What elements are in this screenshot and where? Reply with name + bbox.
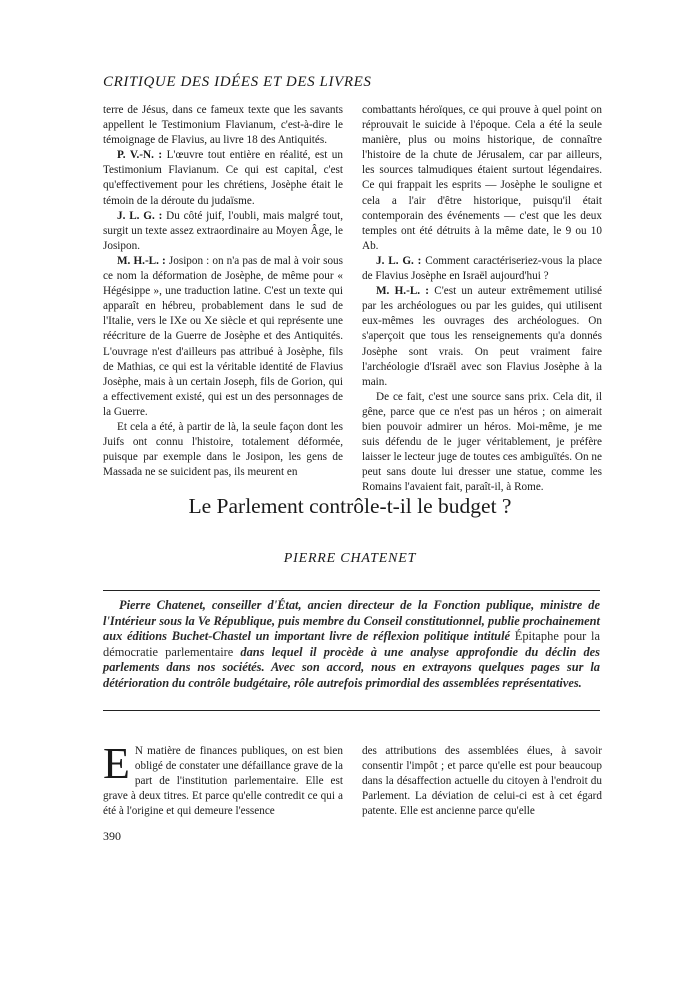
- speaker-label: P. V.-N. :: [117, 149, 163, 162]
- paragraph: combattants héroïques, ce qui prouve à quel point on réprouvait le suicide à l'époque. Cela a été la seule manière, plus ou moins historique, de connaître l'histoire de la chute de Jérusalem, car par ailleurs, les sources talmudiques étaient surtout légendaires. Ce qui frappait les esprits — Josèphe le souligne et cela a l'air d'être historique, puisqu'il était contemporain des événements — c'est que les deux temples ont été détruits à la même date, le 9 ou 10 Ab.: [362, 104, 602, 252]
- article-title: Le Parlement contrôle-t-il le budget ?: [188, 494, 512, 518]
- speaker-label: J. L. G. :: [376, 254, 422, 267]
- interview-column-right: [362, 103, 602, 495]
- paragraph-text: N matière de finances publiques, on est bien obligé de constater une défaillance grave de la part de l'institution parlementaire. Elle est grave à deux titres. Et parce qu'elle contredit ce qui a été à l'origine et qui demeure l'essence: [103, 745, 343, 818]
- page-number: 390: [103, 829, 121, 843]
- paragraph-text: L'œuvre tout entière en réalité, est un Testimonium Flavianum. Ce qui est capital, c'est qu'effectivement pour les chrétiens, Josèphe était le témoin de la déroute du judaïsme.: [103, 149, 343, 207]
- paragraph-text: Comment caractériseriez-vous la place de Flavius Josèphe en Israël aujourd'hui ?: [362, 254, 603, 283]
- divider-bottom: [103, 710, 600, 711]
- book-title: Épitaphe pour la démocratie parlementaire: [103, 629, 600, 659]
- interview-column-left: [103, 103, 343, 480]
- article-author: PIERRE CHATENET: [283, 551, 417, 566]
- speaker-label: J. L. G. :: [117, 209, 163, 222]
- paragraph: [103, 209, 343, 254]
- speaker-label: M. H.-L. :: [117, 254, 166, 267]
- article-intro: [103, 598, 600, 692]
- paragraph: [103, 148, 343, 208]
- paragraph: des attributions des assemblées élues, à savoir consentir l'impôt ; et parce qu'elle est pour beaucoup dans la désaffection actuelle du citoyen à l'endroit du Parlement. La déviation de celui-ci est à cet égard patente. Elle est ancienne parce qu'elle: [362, 745, 602, 818]
- paragraph: Et cela a été, à partir de là, la seule façon dont les Juifs ont connu l'histoire, totalement déformée, puisque par exemple dans le Josipon, les gens de Massada ne se suicident pas, ils meurent en: [103, 420, 343, 479]
- paragraph: [362, 284, 602, 390]
- paragraph-text: Josipon : on n'a pas de mal à voir sous ce nom la déformation de Josèphe, de même pour « Hégésippe », une traduction latine. C'est un texte qui apparaît en hébreu, probablement dans le sud de l'Italie, vers le IXe ou Xe siècle et qui représente une réécriture de la Guerre de Josèphe et des Antiquités. L'ouvrage n'est d'ailleurs pas attribué à Josèphe, fils de Mathias, ce qui est la véritable identité de Flavius Josèphe, mais à un certain Joseph, fils de Gorion, qui a effectivement existé, qui est un des personnages de la Guerre.: [103, 254, 343, 418]
- paragraph: terre de Jésus, dans ce fameux texte que les savants appellent le Testimonium Flavianum, c'est-à-dire le témoignage de Flavius, au livre 18 des Antiquités.: [103, 104, 343, 147]
- paragraph-text: Du côté juif, l'oubli, mais malgré tout, surgit un texte assez extraordinaire au Moyen Âge, le Josipon.: [103, 209, 344, 252]
- running-head: CRITIQUE DES IDÉES ET DES LIVRES: [103, 74, 372, 90]
- paragraph: [103, 254, 343, 420]
- drop-cap: E: [103, 739, 130, 788]
- paragraph: [103, 739, 343, 819]
- paragraph: [362, 254, 602, 284]
- paragraph: De ce fait, c'est une source sans prix. Cela dit, il gêne, parce que ce n'est pas un héros ; on aimerait bien pouvoir admirer un héros. Moi-même, je me suis défendu de le juger véritablement, je préfère laisser le lecteur juge de toutes ces ambiguïtés. On ne peut sans doute lui dresser une statue, comme les Romains l'avaient fait, paraît-il, à Rome.: [362, 390, 602, 494]
- article-column-right: [362, 744, 602, 819]
- speaker-label: M. H.-L. :: [376, 285, 430, 298]
- article-column-left: [103, 739, 343, 819]
- intro-text: dans lequel il procède à une analyse approfondie du déclin des parlements dans nos sociétés. Avec son accord, nous en extrayons quelques pages sur la détérioration du contrôle budgétaire, rôle autrefois primordial des assemblées représentatives.: [103, 644, 600, 690]
- intro-text: Pierre Chatenet, conseiller d'État, ancien directeur de la Fonction publique, ministre de l'Intérieur sous la Ve République, puis membre du Conseil constitutionnel, publie prochainement aux éditions Buchet-Chastel un important livre de réflexion politique intitulé: [103, 598, 600, 644]
- paragraph-text: C'est un auteur extrêmement utilisé par les archéologues ou par les guides, qui utilisent eux-mêmes les ouvrages des archéologues. On s'aperçoit que tous les renseignements qu'a donnés Josèphe sont vrais. On peut vraiment faire l'archéologie d'Israël avec son Flavius Josèphe à la main.: [362, 285, 602, 388]
- divider-top: [103, 590, 600, 591]
